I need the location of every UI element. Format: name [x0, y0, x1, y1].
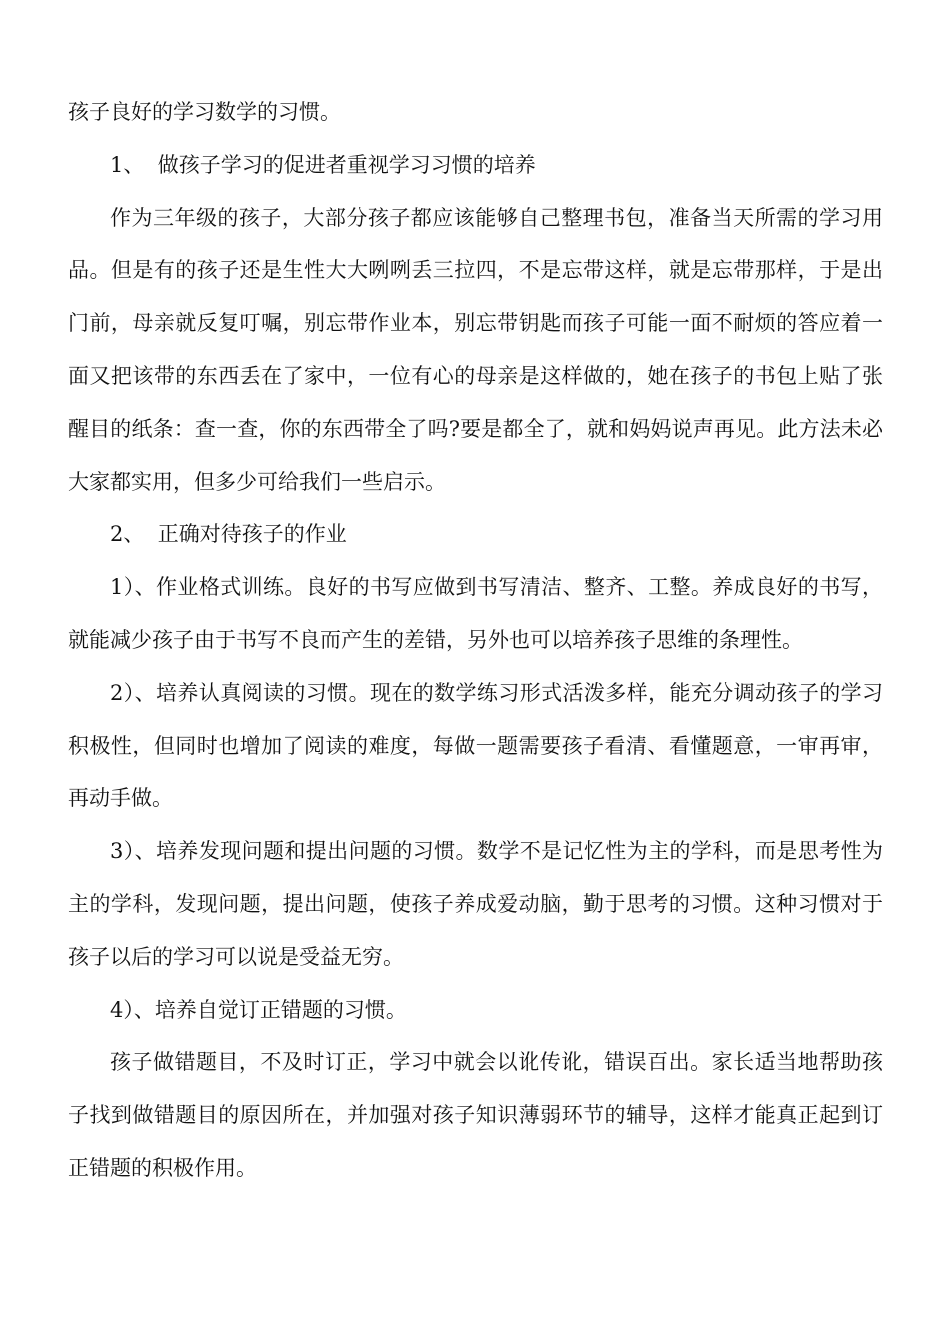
paragraph-questioning-habit: 3）、培养发现问题和提出问题的习惯。数学不是记忆性为主的学科，而是思考性为主的学科，发现问题，提出问题，使孩子养成爱动脑，勤于思考的习惯。这种习惯对于孩子以后的学习可以说是受益无穷。: [68, 839, 883, 969]
paragraph-continuation: 孩子良好的学习数学的习惯。: [68, 100, 341, 124]
paragraph-homework-format: 1）、作业格式训练。良好的书写应做到书写清洁、整齐、工整。养成良好的书写，就能减少孩子由于书写不良而产生的差错，另外也可以培养孩子思维的条理性。: [68, 575, 883, 652]
paragraph-correction-heading: 4）、培养自觉订正错题的习惯。: [110, 997, 407, 1022]
paragraph-correction-body: 孩子做错题目，不及时订正，学习中就会以讹传讹，错误百出。家长适当地帮助孩子找到做错题目的原因所在，并加强对孩子知识薄弱环节的辅导，这样才能真正起到订正错题的积极作用。: [68, 1050, 883, 1180]
section-heading-2: 2、 正确对待孩子的作业: [110, 522, 347, 547]
document-body: [68, 86, 883, 1195]
paragraph-reading-habit: 2）、培养认真阅读的习惯。现在的数学练习形式活泼多样，能充分调动孩子的学习积极性，但同时也增加了阅读的难度，每做一题需要孩子看清、看懂题意，一审再审，再动手做。: [68, 680, 883, 811]
section-heading-1: 1、 做孩子学习的促进者重视学习习惯的培养: [110, 152, 536, 177]
paragraph-schoolbag: 作为三年级的孩子，大部分孩子都应该能够自己整理书包，准备当天所需的学习用品。但是有的孩子还是生性大大咧咧丢三拉四，不是忘带这样，就是忘带那样，于是出门前，母亲就反复叮嘱，别忘带作业本，别忘带钥匙而孩子可能一面不耐烦的答应着一面又把该带的东西丢在了家中，一位有心的母亲是这样做的，她在孩子的书包上贴了张醒目的纸条：查一查，你的东西带全了吗?要是都全了，就和妈妈说声再见。此方法未必大家都实用，但多少可给我们一些启示。: [68, 205, 883, 494]
